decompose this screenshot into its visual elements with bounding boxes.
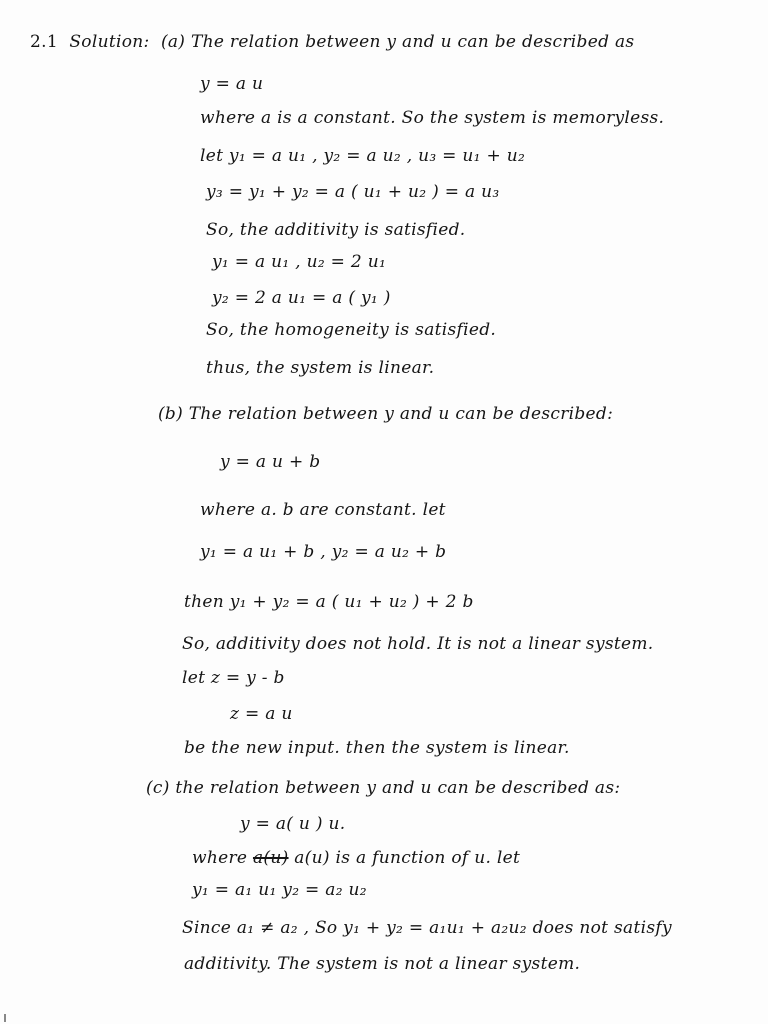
struck-word: a(u) — [252, 848, 289, 868]
equation-b-new: z = a u — [230, 704, 293, 724]
text-c-where: where a(u) a(u) is a function of u. let — [192, 848, 521, 868]
text-a-additivity: So, the additivity is satisfied. — [206, 220, 466, 240]
equation-a-homog: y₂ = 2 a u₁ = a ( y₁ ) — [212, 288, 391, 308]
text-b-intro: (b) The relation between y and u can be described: — [158, 404, 614, 424]
equation-a-sum: y₃ = y₁ + y₂ = a ( u₁ + u₂ ) = a u₃ — [206, 182, 500, 202]
text-b-constant: where a. b are constant. let — [200, 500, 446, 520]
equation-c-model: y = a( u ) u. — [240, 814, 346, 834]
equation-b-sum: then y₁ + y₂ = a ( u₁ + u₂ ) + 2 b — [184, 592, 474, 612]
problem-heading: 2.1 Solution: (a) The relation between y and u can be described as — [30, 32, 635, 52]
equation-b-outputs: y₁ = a u₁ + b , y₂ = a u₂ + b — [200, 542, 447, 562]
text-b-not-linear: So, additivity does not hold. It is not a linear system. — [182, 634, 654, 654]
text-c-since: Since a₁ ≠ a₂ , So y₁ + y₂ = a₁u₁ + a₂u₂ does not satisfy — [182, 918, 672, 938]
text-a-homogeneity: So, the homogeneity is satisfied. — [206, 320, 497, 340]
equation-a-scale: y₁ = a u₁ , u₂ = 2 u₁ — [212, 252, 387, 272]
equation-c-outputs: y₁ = a₁ u₁ y₂ = a₂ u₂ — [192, 880, 367, 900]
equation-b-let: let z = y - b — [182, 668, 285, 688]
text-a-memoryless: where a is a constant. So the system is memoryless. — [200, 108, 665, 128]
equation-b-model: y = a u + b — [220, 452, 321, 472]
text-c-intro: (c) the relation between y and u can be described as: — [146, 778, 621, 798]
text-a-linear: thus, the system is linear. — [206, 358, 435, 378]
scan-mark — [4, 1014, 6, 1022]
equation-a-model: y = a u — [200, 74, 264, 94]
text-a-let: let y₁ = a u₁ , y₂ = a u₂ , u₃ = u₁ + u₂ — [200, 146, 526, 166]
text-c-conclusion: additivity. The system is not a linear system. — [184, 954, 581, 974]
text-b-new-input: be the new input. then the system is linear. — [184, 738, 570, 758]
